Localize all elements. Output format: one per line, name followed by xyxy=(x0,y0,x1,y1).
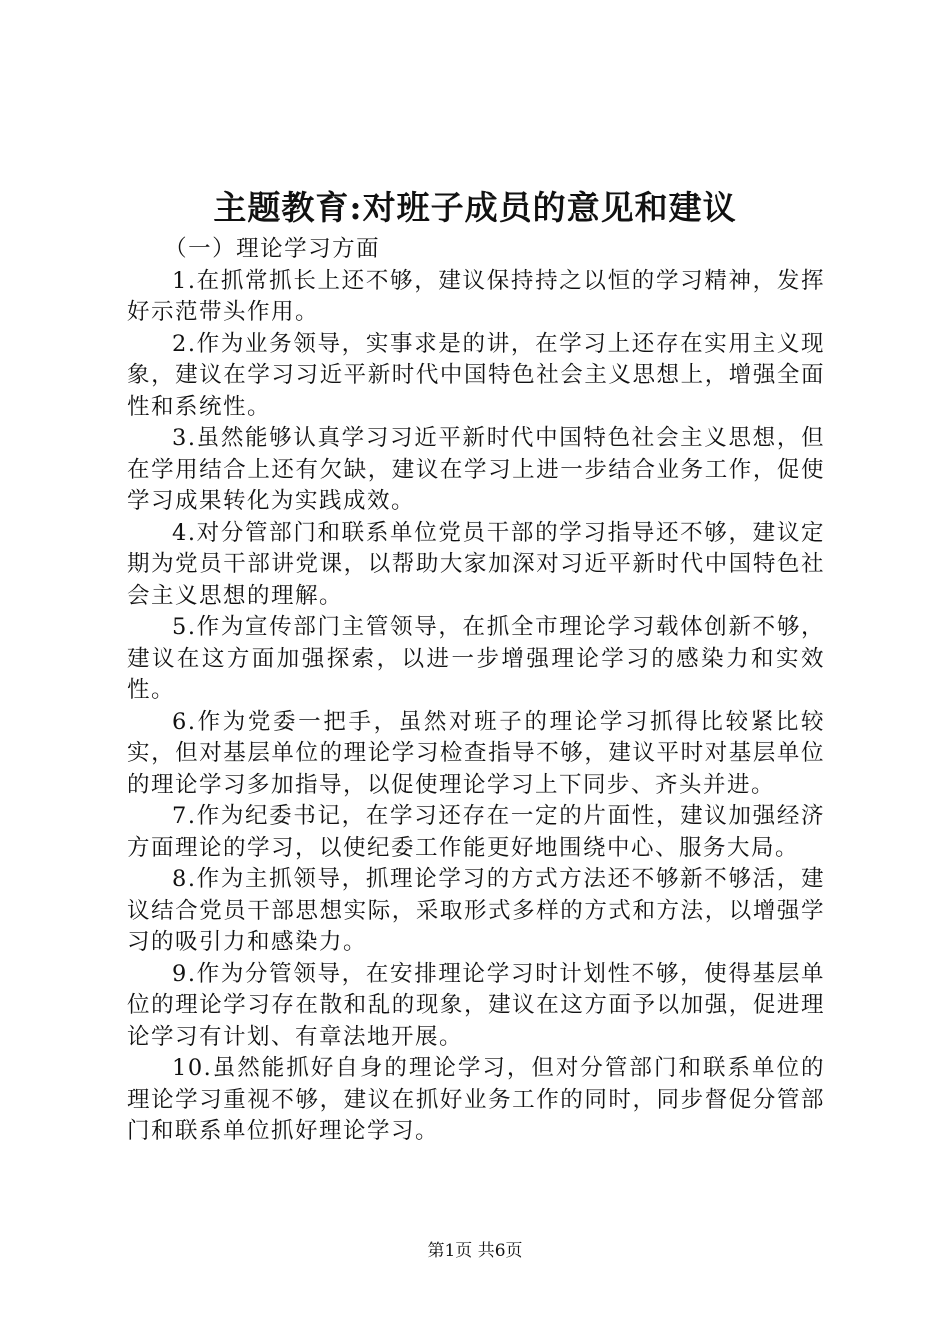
paragraph-item: 10.虽然能抓好自身的理论学习，但对分管部门和联系单位的理论学习重视不够，建议在抓好业务工作的同时，同步督促分管部门和联系单位抓好理论学习。 xyxy=(127,1055,825,1144)
paragraph-item: 2.作为业务领导，实事求是的讲，在学习上还存在实用主义现象，建议在学习习近平新时代中国特色社会主义思想上，增强全面性和系统性。 xyxy=(127,330,825,420)
paragraph-item: 3.虽然能够认真学习习近平新时代中国特色社会主义思想，但在学用结合上还有欠缺，建议在学习上进一步结合业务工作，促使学习成果转化为实践成效。 xyxy=(127,425,825,514)
paragraph-item: 5.作为宣传部门主管领导，在抓全市理论学习载体创新不够，建议在这方面加强探索，以进一步增强理论学习的感染力和实效性。 xyxy=(127,614,825,703)
paragraph-item: 6.作为党委一把手，虽然对班子的理论学习抓得比较紧比较实，但对基层单位的理论学习检查指导不够，建议平时对基层单位的理论学习多加指导，以促使理论学习上下同步、齐头并进。 xyxy=(127,708,825,798)
document-body xyxy=(127,234,825,1148)
paragraph-item: 1.在抓常抓长上还不够，建议保持持之以恒的学习精神，发挥好示范带头作用。 xyxy=(127,267,825,325)
page-number-footer: 第1页 共6页 xyxy=(427,1241,523,1261)
paragraph-item: 4.对分管部门和联系单位党员干部的学习指导还不够，建议定期为党员干部讲党课，以帮助大家加深对习近平新时代中国特色社会主义思想的理解。 xyxy=(127,519,825,609)
section-heading: （一）理论学习方面 xyxy=(164,236,381,262)
paragraph-item: 8.作为主抓领导，抓理论学习的方式方法还不够新不够活，建议结合党员干部思想实际，采取形式多样的方式和方法，以增强学习的吸引力和感染力。 xyxy=(127,866,825,955)
paragraph-item: 7.作为纪委书记，在学习还存在一定的片面性，建议加强经济方面理论的学习，以使纪委工作能更好地围绕中心、服务大局。 xyxy=(127,803,825,861)
page-title: 主题教育:对班子成员的意见和建议 xyxy=(213,188,737,227)
paragraph-item: 9.作为分管领导，在安排理论学习时计划性不够，使得基层单位的理论学习存在散和乱的现象，建议在这方面予以加强，促进理论学习有计划、有章法地开展。 xyxy=(127,960,825,1050)
